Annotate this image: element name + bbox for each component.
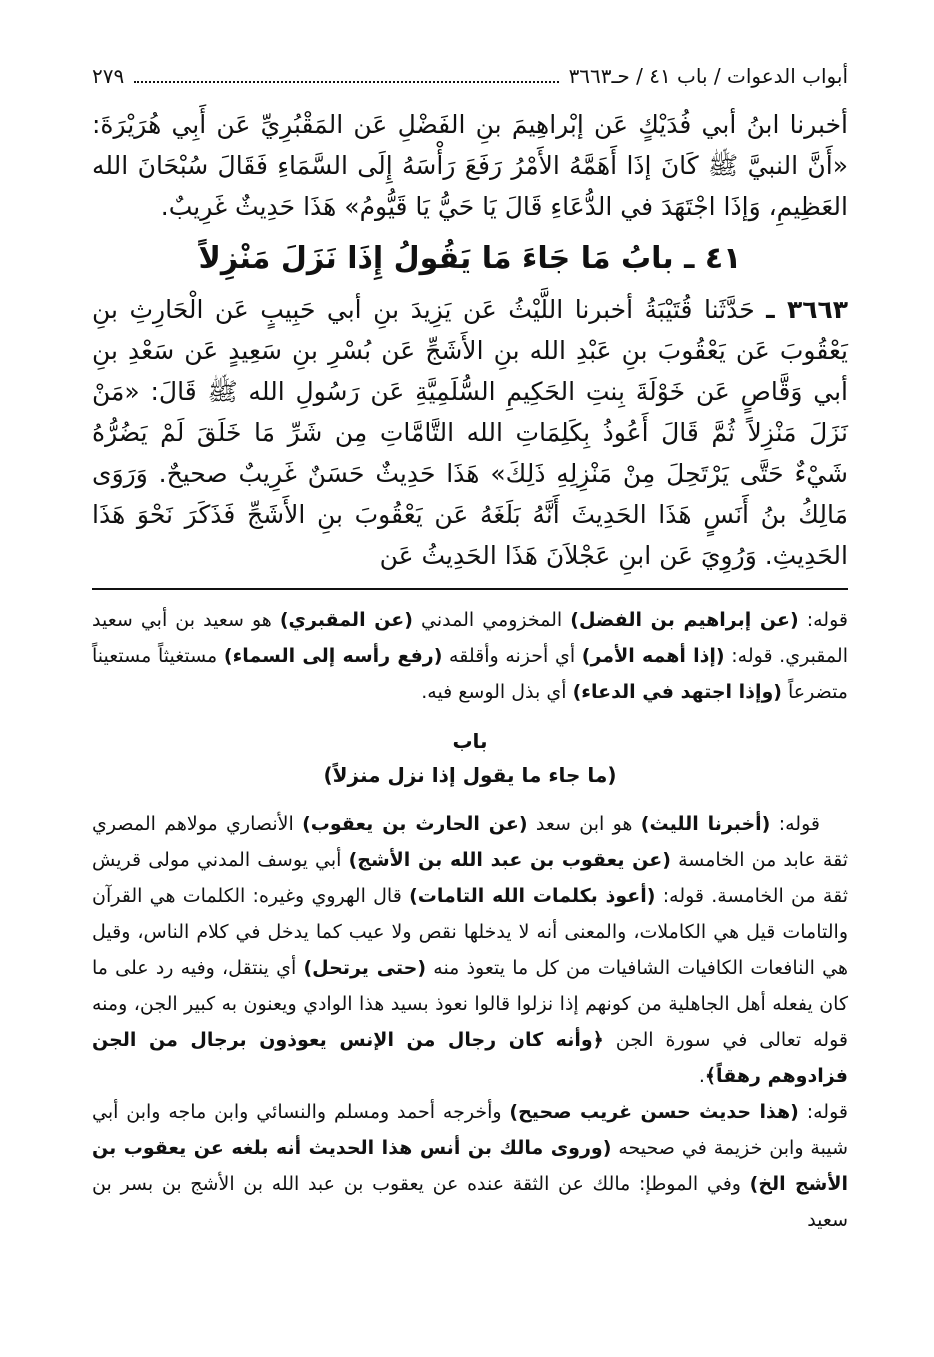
- commentary-text: وفي الموطإ: مالك عن الثقة عنده عن يعقوب بن عبد الله بن الأشج بن بسر بن سعيد: [92, 1173, 848, 1231]
- commentary-text: المخزومي المدني: [412, 609, 571, 631]
- quoted-phrase: (عن يعقوب بن عبد الله بن الأشج): [348, 849, 671, 871]
- commentary-text: الأنصاري مولاهم المصري ثقة عابد من الخامسة: [92, 813, 848, 871]
- quoted-phrase: (عن الحارث بن يعقوب): [302, 813, 528, 835]
- commentary-block-1: [92, 602, 848, 710]
- commentary-text: وأخرجه أحمد ومسلم والنسائي وابن ماجه وابن أبي شيبة وابن خزيمة في صحيحه: [92, 1101, 848, 1159]
- previous-hadith-ending: أخبرنا ابنُ أبي فُدَيْكٍ عَن إبْراهِيمَ بنِ الفَضْلِ عَن المَقْبُرِيِّ عَن أَبِي هُرَيْرَةَ: «أَنَّ النبيَّ ﷺ كَانَ إذَا أَهَمَّهُ الأَمْرُ رَفَعَ رَأْسَهُ إِلَى السَّمَاءِ فَقَالَ سُبْحَانَ الله العَظِيمِ، وَإذَا اجْتَهَدَ في الدُّعَاءِ قَالَ يَا حَيُّ يَا قَيُّومُ» هَذَا حَدِيثٌ غَرِيبٌ.: [92, 110, 848, 221]
- leader-dots: [134, 80, 558, 83]
- commentary-bab-title: (ما جاء ما يقول إذا نزل منزلاً): [323, 763, 617, 787]
- quoted-phrase: (عن المقبري): [279, 609, 413, 631]
- commentary-block-3: [92, 1094, 848, 1238]
- book-page: [92, 62, 848, 1238]
- quoted-phrase: (إذا أهمه الأمر): [581, 645, 725, 667]
- commentary-text: .: [698, 1065, 705, 1087]
- quoted-phrase: (أعوذ بكلمات الله التامات): [409, 885, 656, 907]
- footnote-separator: [92, 588, 848, 590]
- commentary-text: هو ابن سعد: [527, 813, 641, 835]
- commentary-text: هو سعيد بن أبي سعيد المقبري. قوله:: [92, 609, 848, 667]
- commentary-text: قال الهروي وغيره: الكلمات هي القرآن والتامات قيل هي الكاملات، والمعنى أنه لا يدخلها نقص ولا عيب كما يدخل في كلام الناس، وقيل هي النافعات الكافيات الشافيات من كل ما يتعوذ منه: [92, 885, 848, 979]
- quoted-phrase: (أخبرنا الليث): [640, 813, 771, 835]
- commentary-text: قوله:: [770, 813, 820, 835]
- commentary-text: أي أحزنه وأقلقه: [442, 645, 582, 667]
- running-title: أبواب الدعوات / باب ٤١ / حـ٣٦٦٣: [568, 64, 848, 88]
- quoted-phrase: (هذا حديث حسن غريب صحيح): [509, 1101, 799, 1123]
- commentary-text: أي ينتقل، وفيه رد على ما كان يفعله أهل الجاهلية من كونهم إذا نزلوا قالوا نعوذ بسيد هذا الوادي ويعنون به كبير الجن، ومنه قوله تعالى في سورة الجن: [92, 957, 848, 1051]
- commentary-text: أبي يوسف المدني مولى قريش ثقة من الخامسة. قوله:: [92, 849, 848, 907]
- quoted-phrase: ﴿وأنه كان رجال من الإنس يعوذون برجال من الجن فزادوهم رهقاً﴾: [92, 1029, 848, 1087]
- chapter-heading: ٤١ ـ بابُ مَا جَاءَ مَا يَقُولُ إِذَا نَزَلَ مَنْزِلاً: [198, 241, 742, 276]
- quoted-phrase: (وإذا اجتهد في الدعاء): [572, 681, 782, 703]
- quoted-phrase: (عن إبراهيم بن الفضل): [570, 609, 799, 631]
- commentary-block-2: [92, 806, 848, 1094]
- page-number: ٢٧٩: [92, 64, 125, 88]
- quoted-phrase: (رفع رأسه إلى السماء): [223, 645, 443, 667]
- commentary-text: أي بذل الوسع فيه.: [421, 681, 573, 703]
- commentary-text: قوله:: [798, 609, 848, 631]
- hadith-paragraph: [92, 289, 848, 576]
- hadith-text: حَدَّثَنا قُتَيْبَةُ أخبرنا اللَّيْثُ عَن يَزِيدَ بنِ أبي حَبِيبٍ عَن الْحَارِثِ بنِ يَعْقُوبَ عَن يَعْقُوبَ بنِ عَبْدِ الله بنِ الأَشَجِّ عَن بُسْرِ بنِ سَعِيدٍ عَن سَعْدِ بنِ أبي وَقَّاصٍ عَن خَوْلَةَ بِنتِ الحَكِيمِ السُّلَمِيَّةِ عَن رَسُولِ الله ﷺ قَالَ: «مَنْ نَزَلَ مَنْزِلاً ثُمَّ قَالَ أَعُوذُ بِكَلِمَاتِ الله التَّامَّاتِ مِن شَرِّ مَا خَلَقَ لَمْ يَضُرُّهُ شَيْءٌ حَتَّى يَرْتَحِلَ مِنْ مَنْزِلِهِ ذَلِكَ» هَذَا حَدِيثٌ حَسَنٌ غَرِيبٌ صحيحٌ. وَرَوَى مَالِكُ بنُ أَنَسٍ هَذَا الحَدِيثَ أَنَّهُ بَلَغَهُ عَن يَعْقُوبَ بنِ الأَشَجِّ فَذَكَرَ نَحْوَ هَذَا الحَدِيثِ. وَرُوِيَ عَن ابنِ عَجْلاَنَ هَذَا الحَدِيثُ عَن: [92, 295, 848, 570]
- commentary-text: مستغيثاً مستعيناً متضرعاً: [92, 645, 848, 703]
- commentary-bab-word: باب: [452, 729, 488, 753]
- running-header: [92, 62, 848, 94]
- quoted-phrase: (وروى مالك بن أنس هذا الحديث أنه بلغه عن يعقوب بن الأشج الخ): [92, 1137, 848, 1195]
- quoted-phrase: (حتى يرتحل): [303, 957, 427, 979]
- hadith-number: ٣٦٦٣ ـ: [766, 295, 849, 324]
- commentary-text: قوله:: [798, 1101, 848, 1123]
